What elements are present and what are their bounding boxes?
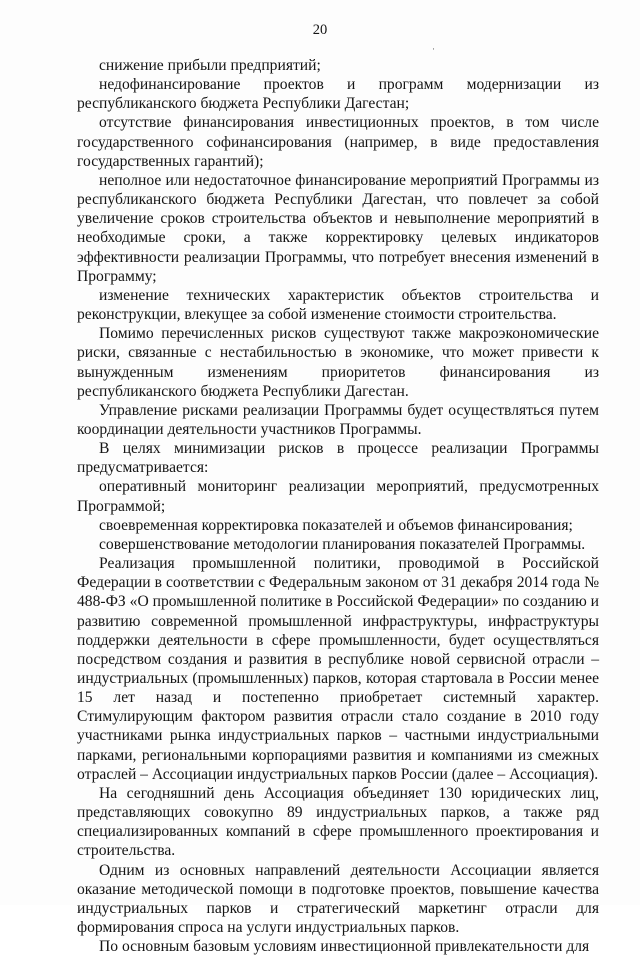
paragraph: совершенствование методологии планирования показателей Программы. bbox=[99, 535, 586, 553]
paragraph: изменение технических характеристик объектов строительства и реконструкции, влекущее за собой изменение стоимости строительства. bbox=[77, 286, 599, 324]
paragraph: Реализация промышленной политики, проводимой в Российской Федерации в соответствии с Федеральным законом от 31 декабря 2014 года № 488-ФЗ «О промышленной политике в Российской Федерации» по созданию и развитию современной промышленной инфраструктуры, инфраструктуры поддержки деятельности в сфере промышленности, будет осуществляться посредством создания и развития в республике новой сервисной отрасли – индустриальных (промышленных) парков, которая стартовала в России менее 15 лет назад и постепенно приобретает системный характер. Стимулирующим фактором развития отрасли стало создание в 2010 году участниками рынка индустриальных парков – частными индустриальными парками, региональными корпорациями развития и компаниями из смежных отраслей – Ассоциации индустриальных парков России (далее – Ассоциация). bbox=[77, 555, 599, 783]
paragraph: оперативный мониторинг реализации мероприятий, предусмотренных Программой; bbox=[77, 478, 599, 515]
paragraph: неполное или недостаточное финансирование мероприятий Программы из республиканского бюджета Республики Дагестан, что повлечет за собой увеличение сроков строительства объектов и невыполнение мероприятий в необходимые сроки, а также корректировку целевых индикаторов эффективности реализации Программы, что потребует внесения изменений в Программу; bbox=[77, 171, 599, 285]
paragraph: В целях минимизации рисков в процессе реализации Программы предусматривается: bbox=[77, 440, 599, 477]
paragraph: На сегодняшний день Ассоциация объединяет 130 юридических лиц, представляющих совокупно 89 индустриальных парков, а также ряд специализированных компаний в сфере промышленного проектирования и строительства. bbox=[77, 784, 599, 860]
paragraph: отсутствие финансирования инвестиционных проектов, в том числе государственного софинансирования (например, в виде предоставления государственных гарантий); bbox=[77, 114, 599, 170]
page-number: 20 bbox=[312, 22, 328, 38]
paragraph: Управление рисками реализации Программы будет осуществляться путем координации деятельности участников Программы. bbox=[77, 401, 599, 438]
paragraph: недофинансирование проектов и программ модернизации из республиканского бюджета Республики Дагестан; bbox=[77, 76, 599, 113]
body-text bbox=[77, 56, 599, 956]
scan-artifact: · bbox=[432, 44, 435, 54]
paragraph: снижение прибыли предприятий; bbox=[99, 57, 321, 74]
paragraph: своевременная корректировка показателей и объемов финансирования; bbox=[99, 516, 573, 534]
paragraph: Одним из основных направлений деятельности Ассоциации является оказание методической помощи в подготовке проектов, повышение качества индустриальных парков и стратегический маркетинг отрасли для формирования спроса на услуги индустриальных парков. bbox=[77, 861, 599, 937]
paragraph: Помимо перечисленных рисков существуют также макроэкономические риски, связанные с нестабильностью в экономике, что может привести к вынужденным изменениям приоритетов финансирования из республиканского бюджета Республики Дагестан. bbox=[77, 325, 599, 400]
paragraph: По основным базовым условиям инвестиционной привлекательности для bbox=[99, 938, 590, 956]
